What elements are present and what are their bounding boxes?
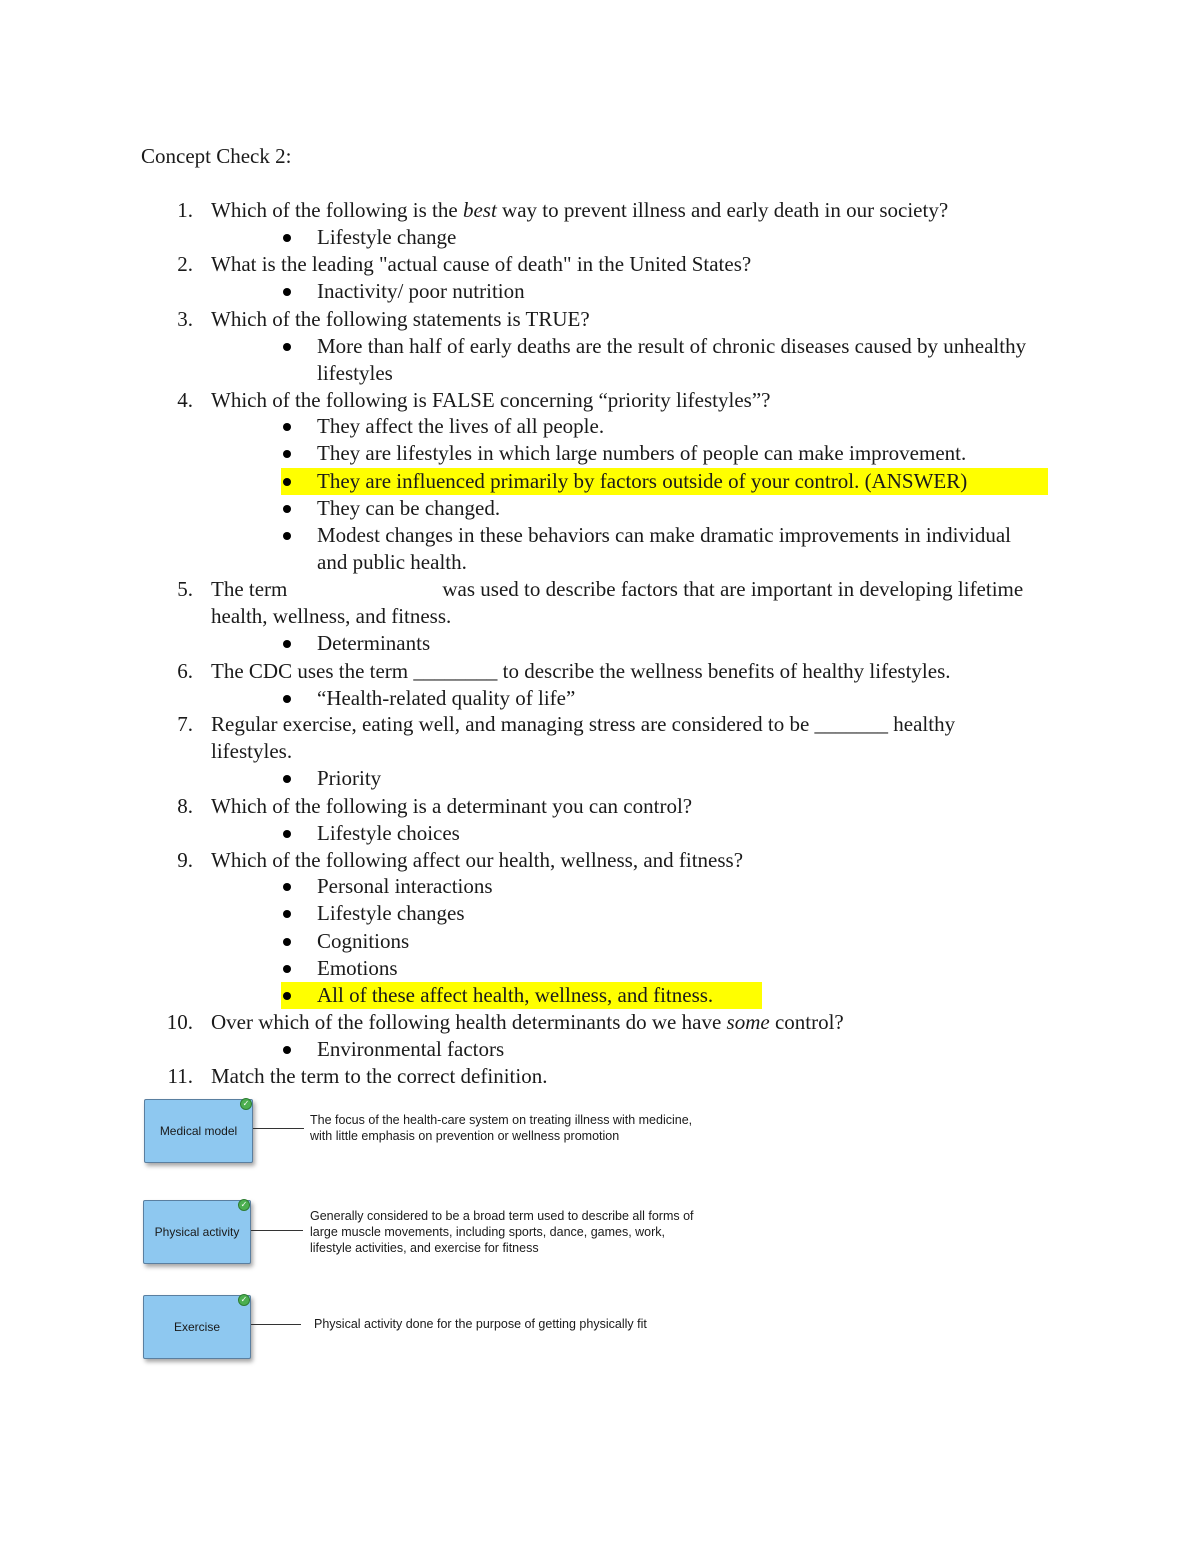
bullet-icon	[283, 532, 291, 540]
question-number: 6.	[177, 659, 193, 683]
bullet-icon	[283, 640, 291, 648]
match-term-exercise[interactable]: Exercise	[143, 1295, 251, 1359]
question-number: 8.	[177, 794, 193, 818]
answer-bullet-highlighted: They are influenced primarily by factors outside of your control. (ANSWER)	[281, 468, 1048, 495]
question-number: 5.	[177, 577, 193, 601]
answer-bullet-highlighted: All of these affect health, wellness, and fitness.	[281, 982, 762, 1009]
question-2: What is the leading "actual cause of death" in the United States?	[211, 252, 752, 276]
question-3: Which of the following statements is TRUE?	[211, 307, 590, 331]
question-11: Match the term to the correct definition.	[211, 1064, 548, 1088]
question-number: 2.	[177, 252, 193, 276]
match-connector	[251, 1230, 303, 1231]
bullet-icon	[283, 965, 291, 973]
question-8: Which of the following is a determinant you can control?	[211, 794, 693, 818]
question-7-line2: lifestyles.	[211, 739, 293, 763]
bullet-icon	[283, 343, 291, 351]
question-6: The CDC uses the term ________ to describe the wellness benefits of healthy lifestyles.	[211, 659, 951, 683]
question-number: 7.	[177, 712, 193, 736]
bullet-icon	[283, 775, 291, 783]
question-4: Which of the following is FALSE concerning “priority lifestyles”?	[211, 388, 771, 412]
bullet-icon	[283, 992, 291, 1000]
check-icon: ✓	[240, 1098, 252, 1110]
bullet-icon	[283, 830, 291, 838]
question-number: 3.	[177, 307, 193, 331]
match-connector	[251, 1324, 301, 1325]
question-number: 10.	[166, 1010, 193, 1034]
bullet-icon	[283, 695, 291, 703]
bullet-icon	[283, 423, 291, 431]
question-1: Which of the following is the best way to prevent illness and early death in our society?	[211, 198, 949, 222]
question-number: 4.	[177, 388, 193, 412]
bullet-icon	[283, 234, 291, 242]
bullet-icon	[283, 1046, 291, 1054]
page-title: Concept Check 2:	[141, 144, 292, 168]
check-icon: ✓	[238, 1199, 250, 1211]
question-10: Over which of the following health determinants do we have some control?	[211, 1010, 844, 1034]
match-definition: The focus of the health-care system on treating illness with medicine, with little emphasis on prevention or wellness promotion	[310, 1113, 693, 1143]
question-9: Which of the following affect our health, wellness, and fitness?	[211, 848, 744, 872]
bullet-icon	[283, 478, 291, 486]
match-term-physical-activity[interactable]: Physical activity	[143, 1200, 251, 1264]
match-definition: Physical activity done for the purpose of getting physically fit	[314, 1317, 647, 1331]
match-term-medical-model[interactable]: Medical model	[144, 1099, 253, 1163]
bullet-icon	[283, 910, 291, 918]
bullet-icon	[283, 938, 291, 946]
match-definition: Generally considered to be a broad term used to describe all forms of large muscle movements, including sports, dance, games, work, lifestyle activities, and exercise for fitness	[310, 1209, 694, 1255]
bullet-icon	[283, 505, 291, 513]
check-icon: ✓	[238, 1294, 250, 1306]
question-7: Regular exercise, eating well, and managing stress are considered to be _______ healthy	[211, 712, 956, 736]
bullet-icon	[283, 450, 291, 458]
bullet-icon	[283, 883, 291, 891]
question-number: 9.	[177, 848, 193, 872]
question-number: 11.	[167, 1064, 193, 1088]
match-connector	[253, 1128, 304, 1129]
question-number: 1.	[177, 198, 193, 222]
question-5-line2: health, wellness, and fitness.	[211, 604, 452, 628]
question-5: The term was used to describe factors that are important in developing lifetime	[211, 577, 1024, 601]
bullet-icon	[283, 288, 291, 296]
